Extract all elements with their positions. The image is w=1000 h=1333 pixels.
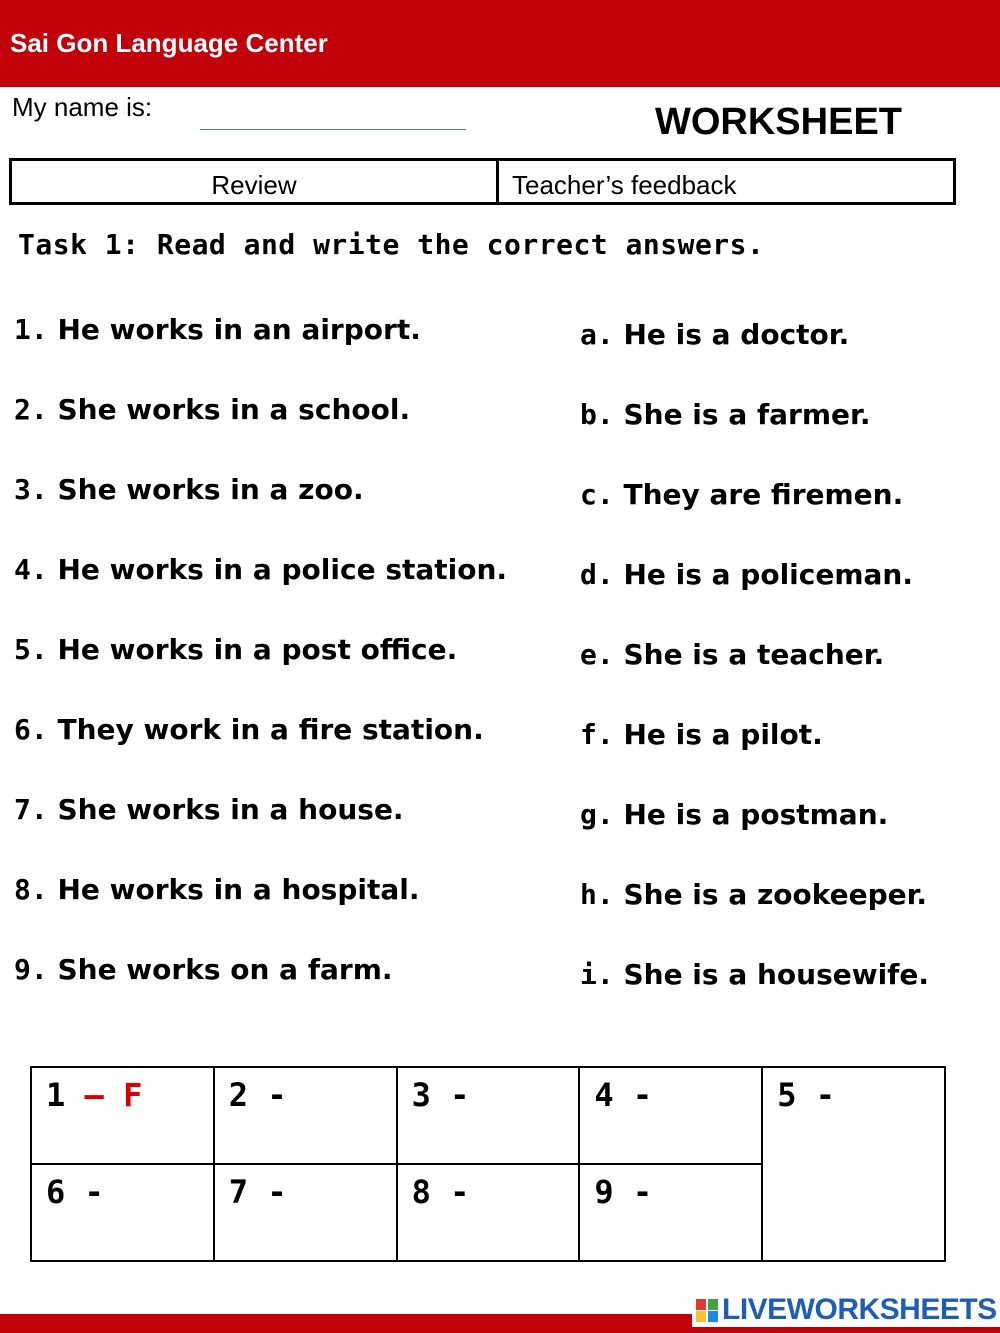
sentence-right-c: c. They are firemen. [580, 478, 904, 511]
sentence-right-g: g. He is a postman. [580, 798, 889, 831]
sentence-left-6: 6. They work in a fire station. [14, 713, 484, 746]
sentence-left-7: 7. She works in a house. [14, 793, 404, 826]
sentence-right-i: i. She is a housewife. [580, 958, 929, 991]
sentence-left-4: 4. He works in a police station. [14, 553, 508, 586]
liveworksheets-logo[interactable] [692, 1293, 1000, 1327]
answer-cell-9[interactable]: 9 - [579, 1164, 762, 1261]
logo-text: LIVEWORKSHEETS [722, 1293, 997, 1326]
answer-cell-1[interactable]: 1 – F [31, 1067, 214, 1164]
sentence-right-h: h. She is a zookeeper. [580, 878, 928, 911]
sentence-left-5: 5. He works in a post office. [14, 633, 458, 666]
sentence-left-8: 8. He works in a hospital. [14, 873, 420, 906]
worksheet-title: WORKSHEET [655, 101, 902, 143]
task-title: Task 1: Read and write the correct answers. [18, 228, 765, 261]
sentence-left-3: 3. She works in a zoo. [14, 473, 364, 506]
header-bar [0, 0, 1000, 87]
answer-cell-7[interactable]: 7 - [214, 1164, 397, 1261]
name-label: My name is: [12, 92, 153, 122]
answer-cell-3[interactable]: 3 - [397, 1067, 580, 1164]
answer-cell-2[interactable]: 2 - [214, 1067, 397, 1164]
answer-cell-8[interactable]: 8 - [397, 1164, 580, 1261]
sentence-right-a: a. He is a doctor. [580, 318, 850, 351]
sentence-left-1: 1. He works in an airport. [14, 313, 421, 346]
name-input-line[interactable] [200, 129, 466, 130]
sentence-right-d: d. He is a policeman. [580, 558, 913, 591]
sentence-left-2: 2. She works in a school. [14, 393, 411, 426]
sentence-right-b: b. She is a farmer. [580, 398, 871, 431]
answer-cell-5[interactable]: 5 - [762, 1067, 945, 1261]
answer-1-value: – F [84, 1076, 143, 1114]
review-table [9, 158, 956, 205]
liveworksheets-logo-icon [696, 1297, 720, 1323]
teacher-feedback-cell: Teacher’s feedback [512, 170, 737, 200]
answer-cell-4[interactable]: 4 - [579, 1067, 762, 1164]
review-cell: Review [12, 161, 499, 202]
sentence-right-f: f. He is a pilot. [580, 718, 823, 751]
sentence-left-9: 9. She works on a farm. [14, 953, 393, 986]
answer-cell-6[interactable]: 6 - [31, 1164, 214, 1261]
answer-table [30, 1066, 946, 1262]
sentence-right-e: e. She is a teacher. [580, 638, 885, 671]
center-name: Sai Gon Language Center [10, 28, 328, 58]
